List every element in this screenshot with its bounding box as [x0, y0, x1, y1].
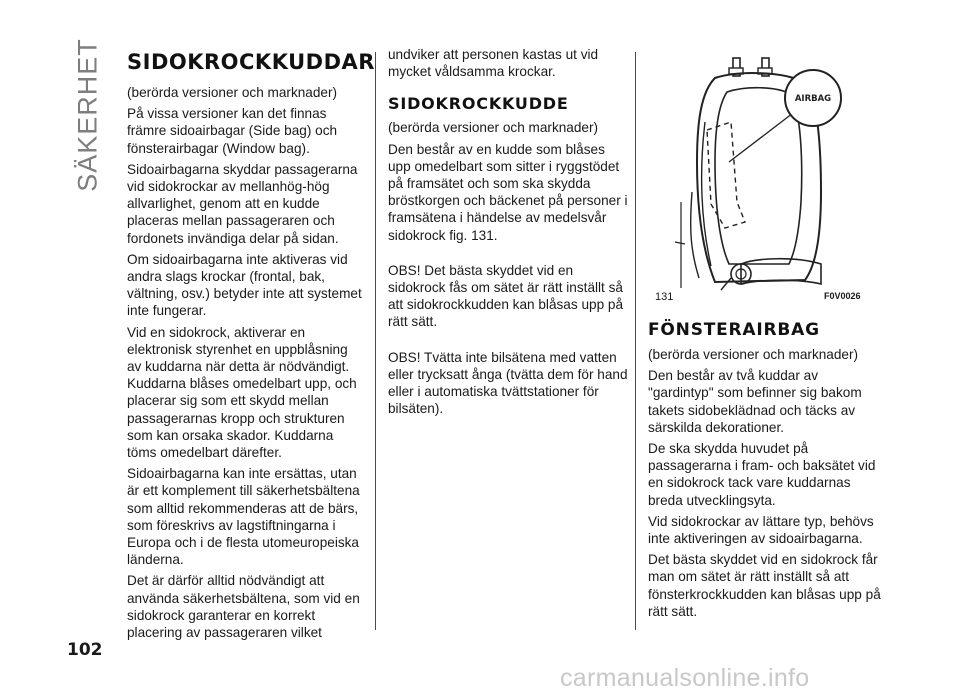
paragraph: (berörda versioner och marknader) [648, 347, 859, 362]
paragraph: Det bästa skyddet vid en sidokrock får man om sätet är rätt inställt så att fönsterkrockkudden kan blåsas upp på rätt sätt. [648, 552, 881, 619]
paragraph: Den består av en kudde som blåses upp omedelbart som sitter i ryggstödet på framsätet och som ska skydda bröstkorgen och bäckenet på personer i framsätena i händelse av medelsvår sidokrock fig. 131. [388, 141, 628, 243]
figure-code: F0V0026 [824, 291, 861, 301]
page-number: 102 [67, 640, 103, 660]
column-1 [127, 46, 375, 645]
paragraph-continuation: undviker att personen kastas ut vid mycket våldsamma krockar. [388, 47, 599, 80]
column-2 [388, 46, 628, 421]
figure-number: 131 [655, 291, 674, 303]
column-divider-1 [375, 52, 376, 630]
paragraph: Sidoairbagarna skyddar passagerarna vid sidokrockar av mellanhög-hög allvarlighet, genom att en kudde placeras mellan passageraren och fordonets invändiga delar på sidan. [127, 161, 358, 246]
seat-airbag-figure [645, 52, 887, 308]
paragraph: På vissa versioner kan det finnas främre sidoairbagar (Side bag) och fönsterairbagar (Window bag). [127, 106, 338, 156]
paragraph: (berörda versioner och marknader) [388, 120, 599, 136]
paragraph: Vid sidokrockar av lättare typ, behövs inte aktiveringen av sidoairbagarna. [648, 513, 874, 547]
column-divider-2 [635, 52, 636, 630]
watermark: carmanualsonline.info [560, 664, 810, 692]
paragraph: Den består av två kuddar av "gardintyp" som befinner sig bakom takets sidobeklädnad och täcks av särskilda dekorationer. [648, 368, 862, 435]
airbag-label: AIRBAG [794, 94, 832, 104]
heading-fonsterairbag: FÖNSTERAIRBAG [648, 320, 820, 340]
paragraph: (berörda versioner och marknader) [127, 85, 338, 100]
paragraph: Vid en sidokrock, aktiverar en elektronisk styrenhet en uppblåsning av kuddarna när detta är nödvändigt. Kuddarna blåses omedelbart upp, och placerar sig som ett skydd mellan passagerarnas kropp och strukturen som kan orsaka skador. Kuddarna töms omedelbart därefter. [127, 324, 357, 461]
heading-sidokrockkuddar: SIDOKROCKKUDDAR [127, 50, 375, 74]
paragraph: De ska skydda huvudet på passagerarna i fram- och baksätet vid en sidokrock tack vare kuddarnas breda utvecklingsyta. [648, 441, 876, 508]
paragraph: Om sidoairbagarna inte aktiveras vid andra slags krockar (frontal, bak, vältning, osv.) betyder inte att systemet inte fungerar. [127, 251, 362, 319]
column-3 [648, 316, 884, 624]
note-paragraph: OBS! Det bästa skyddet vid en sidokrock fås om sätet är rätt inställt så att sidokrockkudden kan blåsas upp på rätt sätt. [388, 262, 624, 330]
note-paragraph: OBS! Tvätta inte bilsätena med vatten eller trycksatt ånga (tvätta dem för hand eller i automatiska tvättstationer för bilsäten). [388, 349, 628, 417]
section-tab [68, 38, 108, 192]
section-tab-label: SÄKERHET [72, 38, 103, 192]
seat-illustration [645, 52, 887, 308]
heading-sidokrockkudde: SIDOKROCKKUDDE [388, 94, 569, 114]
paragraph: Det är därför alltid nödvändigt att använda säkerhetsbältena, som vid en sidokrock garanterar en korrekt placering av passageraren vilket [127, 573, 360, 641]
paragraph: Sidoairbagarna kan inte ersättas, utan är ett komplement till säkerhetsbältena som alltid rekommenderas att de bärs, som föreskrivs av lagstiftningarna i Europa och i de flesta utomeuropeiska länderna. [127, 466, 360, 568]
